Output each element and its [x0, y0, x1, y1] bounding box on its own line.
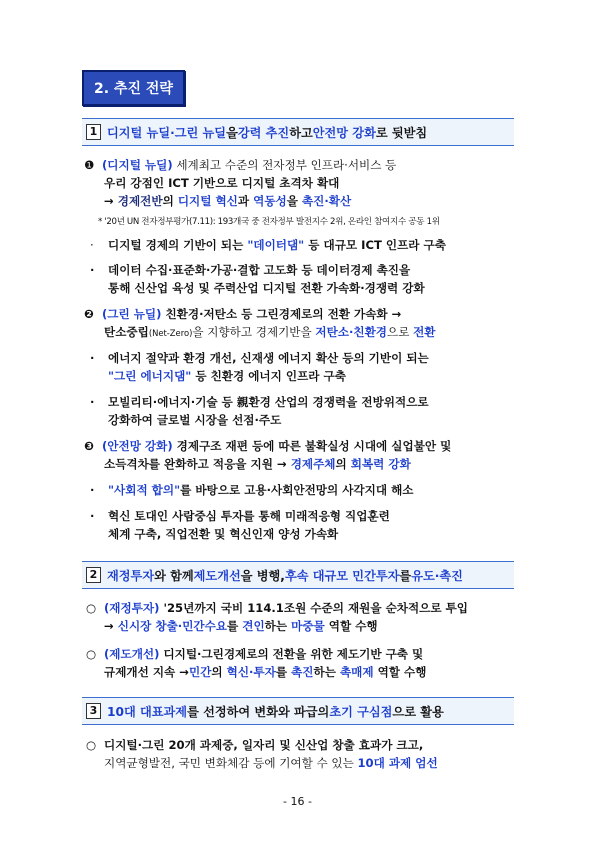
box-number: 3: [86, 703, 101, 719]
item4-l2-b: 신시장 창출·민간수요: [117, 619, 228, 633]
box1-text-2: 을: [226, 125, 238, 140]
bullet5-a: "사회적 합의": [108, 483, 181, 497]
item3-l2-a: 소득격차를 완화하고 적응을 지원 →: [104, 457, 291, 471]
item5-l2-h: 촉매제: [339, 665, 374, 679]
item4-l2-c: 를: [227, 619, 243, 633]
bullet-green-energy-line1: · 에너지 절약과 환경 개선, 신재생 에너지 확산 등의 기반이 되는: [90, 351, 429, 365]
item-digital-newdeal-line3: [104, 193, 351, 209]
box2-text-2: 와 함께: [154, 568, 194, 583]
item5-l2-f: 촉진: [291, 665, 314, 679]
box1-text-1: 디지털 뉴딜·그린 뉴딜: [107, 125, 227, 140]
item-safety-net-line2: [104, 456, 411, 472]
item3-l2-d: 회복력 강화: [350, 457, 411, 471]
bullet-job-training-line1: · 혁신 토대인 사람중심 투자를 통해 미래적응형 직업훈련: [90, 509, 390, 523]
strategy-box-1: [82, 118, 514, 146]
section-title: 2. 추진 전략: [82, 70, 185, 106]
arrow: →: [104, 194, 118, 208]
item4-l2-e: 하는: [264, 619, 292, 633]
item-marker: ❶: [84, 158, 95, 172]
item6-l1: 디지털·그린 20개 과제중, 일자리 및 신산업 창출 효과가 크고,: [104, 738, 424, 752]
strategy-box-2: [82, 561, 514, 589]
bullet-data-dam: · 디지털 경제의 기반이 되는 "데이터댐" 등 대규모 ICT 인프라 구축: [90, 238, 446, 252]
bullet1-a: 디지털 경제의 기반이 되는: [108, 238, 248, 252]
box1-text-5: 안전망 강화: [312, 125, 376, 140]
item4-l2-f: 마중물: [291, 619, 325, 633]
box-number: 1: [86, 124, 101, 140]
item-marker: ○: [86, 601, 97, 615]
item-regulation-line2: [104, 664, 426, 680]
item2-l2-c: 을 지향하고 경제기반을: [192, 325, 316, 339]
item2-l2-d: 저탄소·친환경: [315, 325, 388, 339]
box3-text-4: 으로 활용: [392, 704, 444, 719]
item1-head: (디지털 뉴딜): [102, 158, 173, 172]
box1-text-4: 하고: [289, 125, 313, 140]
item2-l2-b: (Net-Zero): [148, 328, 193, 338]
item-top10-line1: [86, 737, 423, 753]
item-green-newdeal-line2: [104, 324, 436, 341]
bullet6-l1: 혁신 토대인 사람중심 투자를 통해 미래적응형 직업훈련: [108, 509, 390, 523]
item1-l3-c: 의: [162, 194, 178, 208]
item-green-newdeal-line1: [84, 306, 401, 322]
bullet5-b: 를 바탕으로 고용·사회안전망의 사각지대 해소: [180, 483, 414, 497]
item5-l2-e: 를: [275, 665, 292, 679]
item3-l2-c: 의: [335, 457, 351, 471]
bullet3-l2-b: 등 친환경 에너지 인프라 구축: [191, 369, 346, 383]
item-marker: ○: [86, 738, 97, 752]
box1-text-6: 로 뒷받침: [375, 125, 428, 140]
item5-l2-g: 하는: [313, 665, 340, 679]
item4-l2-d: 견인: [242, 619, 265, 633]
bullet-data-economy-line1: · 데이터 수집·표준화·가공·결합 고도화 등 데이터경제 촉진을: [90, 263, 411, 277]
box2-text-4: 을 병행,: [240, 568, 285, 583]
item1-l3-g: 을: [286, 194, 302, 208]
bullet3-l2-a: "그린 에너지댐": [108, 369, 192, 383]
box1-text-3: 강력 추진: [237, 125, 290, 140]
item2-l2-e: 으로: [387, 325, 414, 339]
bullet-mobility-line2: 강화하여 글로벌 시장을 선점·주도: [108, 413, 282, 427]
strategy-box-3: [82, 697, 514, 725]
box2-text-3: 제도개선: [193, 568, 241, 583]
item2-head: (그린 뉴딜): [102, 307, 162, 321]
item5-l2-i: 역할 수행: [373, 665, 427, 679]
bullet-job-training-line2: 체계 구축, 직업전환 및 혁신인재 양성 가속화: [108, 527, 339, 541]
bullet2-l1: 데이터 수집·표준화·가공·결합 고도화 등 데이터경제 촉진을: [108, 263, 411, 277]
item-safety-net-line1: [84, 438, 451, 454]
page-number: - 16 -: [283, 795, 312, 808]
item-fiscal-investment-line1: [86, 600, 468, 616]
box2-text-7: 유도·촉진: [411, 568, 463, 583]
bullet1-c: 등 대규모 ICT 인프라 구축: [304, 238, 446, 252]
box3-text-1: 10대 대표과제: [107, 704, 188, 719]
item3-l2-b: 경제주체: [290, 457, 336, 471]
item6-l2-b: 10대 과제 엄선: [357, 756, 438, 770]
item2-text: 친환경·저탄소 등 그린경제로의 전환 가속화 →: [161, 307, 402, 321]
item-regulation-line1: [86, 646, 423, 662]
bullet-green-energy-line2: [108, 368, 346, 384]
box3-text-3: 초기 구심점: [329, 704, 393, 719]
item3-text: 경제구조 재편 등에 따른 불확실성 시대에 실업불안 및: [172, 439, 452, 453]
item5-l2-a: 규제개선 지속 →: [104, 665, 189, 679]
item4-l2-g: 역할 수행: [324, 619, 378, 633]
bullet4-l1: 모빌리티·에너지·기술 등 親환경 산업의 경쟁력을 전방위적으로: [108, 395, 429, 409]
box3-text-2: 를 선정하여 변화와 파급의: [187, 704, 330, 719]
item1-l3-b: 경제전반: [117, 194, 163, 208]
box2-text-5: 후속 대규모 민간투자: [284, 568, 400, 583]
item5-l2-d: 혁신·투자: [226, 665, 276, 679]
item-marker: ❸: [84, 439, 94, 453]
item-digital-newdeal-line2: 우리 강점인 ICT 기반으로 디지털 초격차 확대: [104, 176, 340, 190]
item3-head: (안전망 강화): [102, 439, 173, 453]
item-top10-line2: [104, 755, 438, 771]
item-marker: ❷: [84, 307, 94, 321]
item-digital-newdeal-line1: [84, 157, 396, 173]
item1-l3-f: 역동성: [253, 194, 287, 208]
item4-text: '25년까지 국비 114.1조원 수준의 재원을 순차적으로 투입: [159, 601, 469, 615]
item5-l2-c: 의: [211, 665, 227, 679]
bullet1-b: "데이터댐": [247, 238, 305, 252]
arrow: →: [104, 619, 118, 633]
bullet-social-consensus: · "사회적 합의"를 바탕으로 고용·사회안전망의 사각지대 해소: [90, 483, 414, 497]
item1-l3-h: 촉진·확산: [301, 194, 352, 208]
item5-l2-b: 민간: [189, 665, 212, 679]
bullet-mobility-line1: · 모빌리티·에너지·기술 등 親환경 산업의 경쟁력을 전방위적으로: [90, 395, 429, 409]
item2-l2-f: 전환: [413, 325, 436, 339]
box2-text-1: 재정투자: [107, 568, 155, 583]
bullet3-l1: 에너지 절약과 환경 개선, 신재생 에너지 확산 등의 기반이 되는: [108, 351, 429, 365]
item2-l2-a: 탄소중립: [104, 325, 149, 339]
item6-l2-a: 지역균형발전, 국민 변화체감 등에 기여할 수 있는: [104, 756, 358, 770]
item1-text: 세계최고 수준의 전자정부 인프라·서비스 등: [172, 158, 397, 172]
item5-text: 디지털·그린경제로의 전환을 위한 제도기반 구축 및: [159, 647, 424, 661]
item1-l3-e: 과: [237, 194, 254, 208]
item-fiscal-investment-line2: [104, 618, 378, 634]
item5-head: (제도개선): [104, 647, 160, 661]
box2-text-6: 를: [399, 568, 412, 583]
footnote-un-egov: * '20년 UN 전자정부평가(7.11): 193개국 중 전자정부 발전지수 2위, 온라인 참여지수 공동 1위: [98, 217, 440, 227]
item1-l3-d: 디지털 혁신: [177, 194, 238, 208]
bullet-data-economy-line2: 통해 신산업 육성 및 주력산업 디지털 전환 가속화·경쟁력 강화: [108, 281, 425, 295]
box-number: 2: [86, 567, 101, 583]
item4-head: (재정투자): [104, 601, 160, 615]
item-marker: ○: [86, 647, 97, 661]
